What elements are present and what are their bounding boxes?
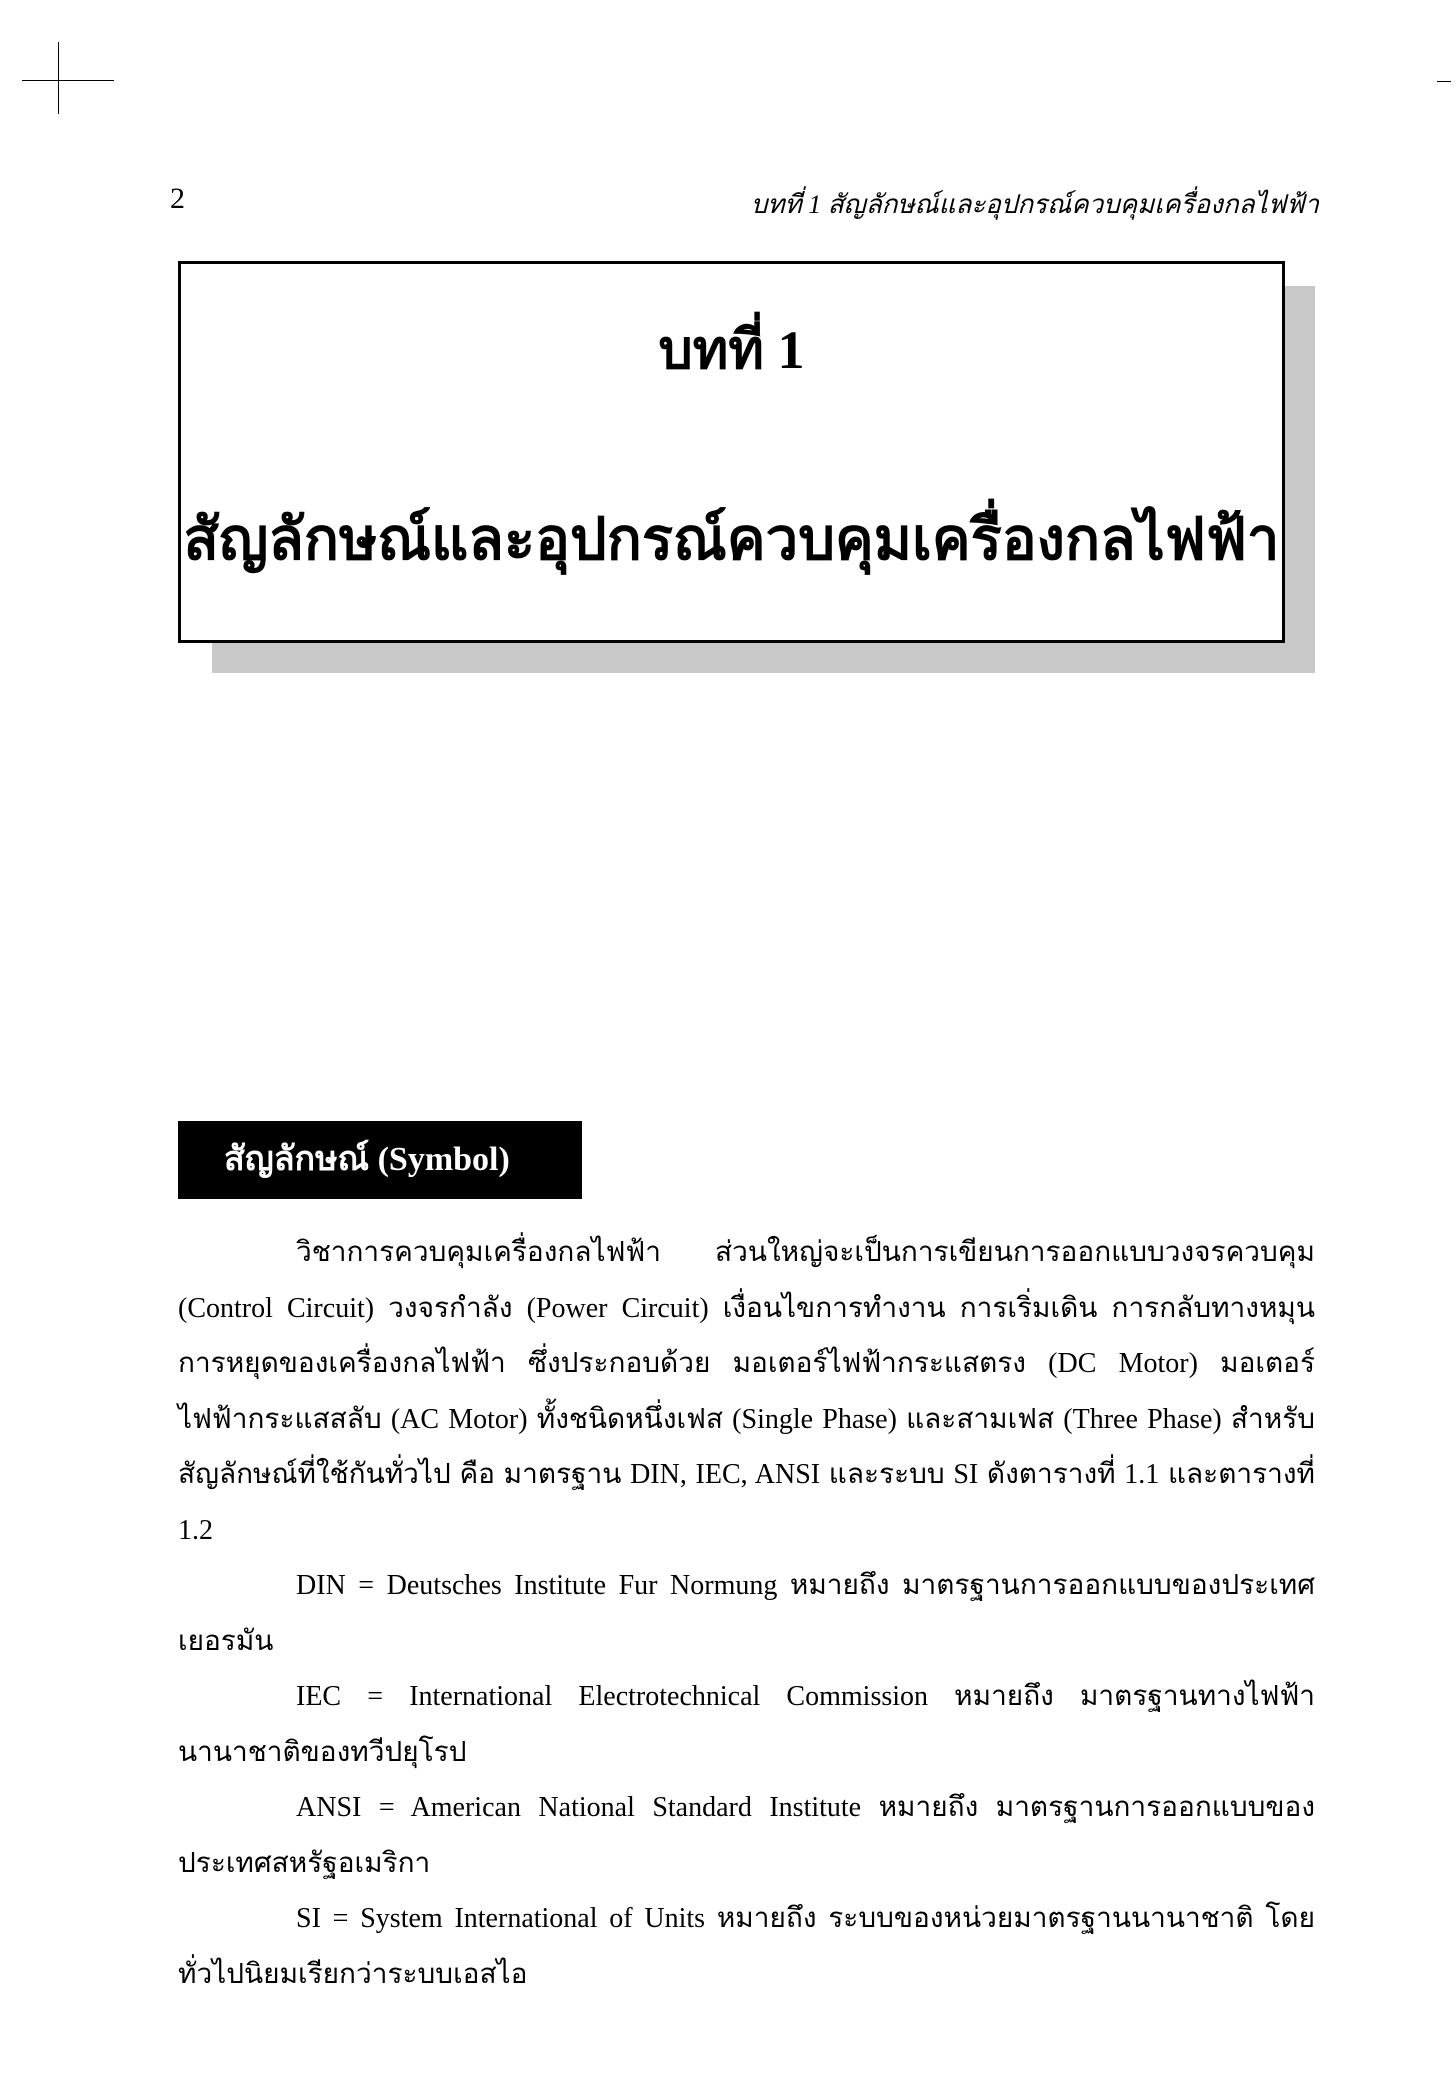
section-heading: สัญลักษณ์ (Symbol) [178,1121,582,1199]
paragraph-intro: วิชาการควบคุมเครื่องกลไฟฟ้า ส่วนใหญ่จะเป็นการเขียนการออกแบบวงจรควบคุม (Control Circuit) วงจรกำลัง (Power Circuit) เงื่อนไขการทำงาน การเริ่มเดิน การกลับทางหมุน การหยุดของเครื่องกลไฟฟ้า ซึ่งประกอบด้วย มอเตอร์ไฟฟ้ากระแสตรง (DC Motor) มอเตอร์ไฟฟ้ากระแสสลับ (AC Motor) ทั้งชนิดหนึ่งเฟส (Single Phase) และสามเฟส (Three Phase) สำหรับสัญลักษณ์ที่ใช้กันทั่วไป คือ มาตรฐาน DIN, IEC, ANSI และระบบ SI ดังตารางที่ 1.1 และตารางที่ 1.2 [178,1237,1315,1546]
crop-mark-vertical [58,42,59,114]
chapter-title: สัญลักษณ์และอุปกรณ์ควบคุมเครื่องกลไฟฟ้า [183,507,1280,572]
paragraph-ansi: ANSI = American National Standard Institute หมายถึง มาตรฐานการออกแบบของประเทศสหรัฐอเมริกา [178,1792,1315,1879]
page-number: 2 [170,182,185,215]
crop-mark-horizontal [22,80,114,81]
chapter-title-box [178,261,1285,643]
chapter-number: บทที่ 1 [658,320,805,380]
crop-mark-right [1437,81,1451,82]
paragraph-iec: IEC = International Electrotechnical Commission หมายถึง มาตรฐานทางไฟฟ้านานาชาติของทวีปยุโรป [178,1681,1315,1768]
paragraph-si: SI = System International of Units หมายถึง ระบบของหน่วยมาตรฐานนานาชาติ โดยทั่วไปนิยมเรียกว่าระบบเอสไอ [178,1903,1315,1990]
paragraph-din: DIN = Deutsches Institute Fur Normung หมายถึง มาตรฐานการออกแบบของประเทศเยอรมัน [178,1570,1315,1657]
body-text [178,1225,1315,2002]
running-header: บทที่ 1 สัญลักษณ์และอุปกรณ์ควบคุมเครื่องกลไฟฟ้า [750,190,1319,219]
